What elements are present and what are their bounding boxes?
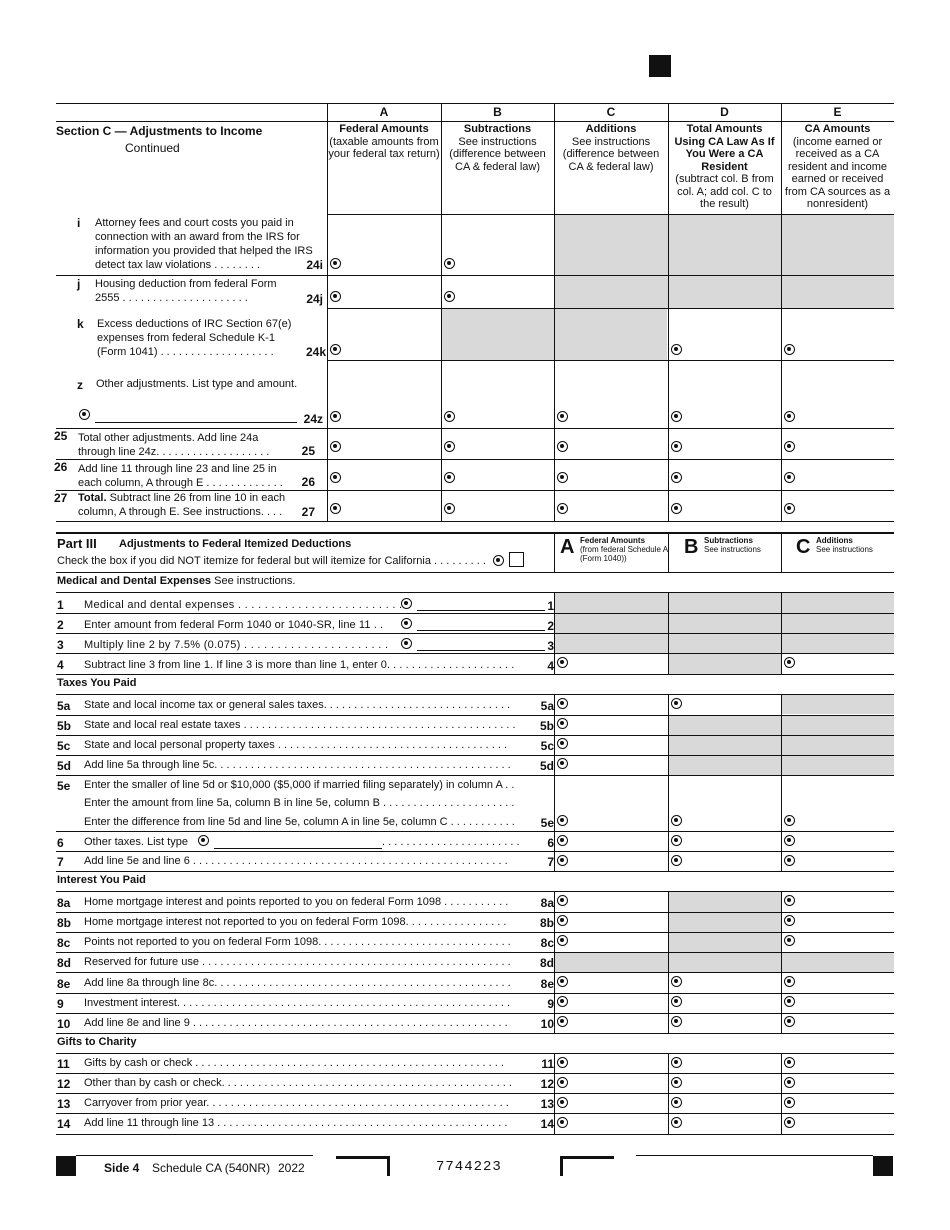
part-3-checkbox-text: Check the box if you did NOT itemize for federal but will itemize for California . . . . . . . . . [57,555,486,567]
col-letter-d: D [720,105,729,119]
line-14-label: 14 [57,1117,71,1131]
line-24i-letter: i [77,216,81,230]
part-3-label: Part III [57,536,97,551]
line-13-text: Carryover from prior year. . . . . . . . . . . . . . . . . . . . . . . . . . . . . . . . . . . . . . . . . . . . . . . . . . [84,1097,509,1109]
footer-side: Side 4 [104,1161,140,1175]
bullet-icon [557,472,568,483]
bullet-icon [557,835,568,846]
line-1-number: 1 [547,599,554,613]
line-26-number: 26 [301,475,315,489]
bullet-icon [557,855,568,866]
bullet-icon [671,411,682,422]
footer-year: 2022 [278,1161,305,1175]
bullet-icon [784,895,795,906]
bullet-icon [444,411,455,422]
bullet-icon [671,855,682,866]
line-2-text: Enter amount from federal Form 1040 or 1040-SR, line 11 . . [84,619,384,631]
part-3-col-a-header: Federal Amounts (from federal Schedule A (Form 1040)) [580,536,668,563]
bullet-icon [493,555,504,566]
line-5d-number: 5d [539,759,554,773]
footer-form-name: Schedule CA (540NR) [152,1161,271,1175]
bullet-icon [784,1057,795,1068]
line-12-number: 12 [540,1077,554,1091]
col-letter-a: A [379,105,389,119]
medical-heading: Medical and Dental Expenses See instructions. [57,575,296,587]
bullet-icon [330,472,341,483]
bullet-icon [671,441,682,452]
section-c-subtitle: Continued [125,141,180,155]
line-1-label: 1 [57,598,64,612]
bullet-icon [557,1016,568,1027]
line-24k-number: 24k [305,345,326,359]
bullet-icon [557,1077,568,1088]
col-c-header: Additions See instructions (difference between CA & federal law) [562,123,660,173]
bullet-icon [557,996,568,1007]
bullet-icon [557,411,568,422]
bullet-icon [557,503,568,514]
bullet-icon [444,441,455,452]
line-25-label: 25 [54,429,68,443]
col-a-header: Federal Amounts (taxable amounts from your federal tax return) [328,123,440,160]
bullet-icon [784,835,795,846]
bullet-icon [557,976,568,987]
bullet-icon [330,411,341,422]
other-taxes-type-entry[interactable] [214,848,382,849]
line-8a-number: 8a [540,896,554,910]
bullet-icon [557,441,568,452]
line-25-text: Total other adjustments. Add line 24a through line 24z. . . . . . . . . . . . . . . . . . . [78,432,270,458]
bullet-icon [671,1117,682,1128]
line-24j-number: 24j [306,292,323,306]
line-8a-label: 8a [57,896,71,910]
line-24z-entry[interactable] [95,422,297,423]
bullet-icon [557,738,568,749]
bullet-icon [557,1097,568,1108]
bullet-icon [671,835,682,846]
line-5e-label: 5e [57,779,71,793]
line-9-label: 9 [57,997,64,1011]
line-5a-label: 5a [57,699,71,713]
line-9-number: 9 [547,997,554,1011]
bullet-icon [79,409,90,420]
line-3-number: 3 [547,639,554,653]
bullet-icon [557,915,568,926]
bullet-icon [401,618,412,629]
taxes-heading: Taxes You Paid [57,677,137,689]
line-5c-label: 5c [57,739,71,753]
registration-mark [873,1156,893,1176]
line-8b-number: 8b [539,916,554,930]
bullet-icon [557,718,568,729]
line-5e-text-1: Enter the smaller of line 5d or $10,000 ($5,000 if married filing separately) in column A . . [84,779,515,791]
interest-heading: Interest You Paid [57,874,146,886]
line-14-number: 14 [540,1117,554,1131]
bullet-icon [401,638,412,649]
bullet-icon [330,503,341,514]
section-c-title: Section C — Adjustments to Income [56,124,263,138]
bullet-icon [330,344,341,355]
line-5b-text: State and local real estate taxes . . . . . . . . . . . . . . . . . . . . . . . . . . . . . . . . . . . . . . . . . . . . . [84,719,516,731]
registration-mark [56,1156,76,1176]
line-6-label: 6 [57,836,64,850]
line-26-label: 26 [54,460,68,474]
line-8e-number: 8e [540,977,554,991]
form-code: 7744223 [436,1159,502,1175]
col-letter-e: E [833,105,842,119]
line-8a-text: Home mortgage interest and points reported to you on federal Form 1098 . . . . . . . . . . . [84,896,509,908]
part-3-col-c-letter: C [796,536,811,558]
line-8c-number: 8c [540,936,554,950]
bullet-icon [401,598,412,609]
bullet-icon [444,472,455,483]
bullet-icon [671,996,682,1007]
line-24j-letter: j [77,277,81,291]
col-d-header: Total Amounts Using CA Law As If You Were a CA Resident (subtract col. B from col. A; add col. C to the result) [674,123,775,210]
line-24i-number: 24i [306,258,323,272]
bullet-icon [671,1016,682,1027]
line-24k-text: Excess deductions of IRC Section 67(e) expenses from federal Schedule K-1 (Form 1041) . . . . . . . . . . . . . . . . . . . [97,318,292,358]
bullet-icon [671,698,682,709]
bullet-icon [557,895,568,906]
part-3-col-b-header: Subtractions See instructions [704,536,761,554]
line-8b-label: 8b [57,916,72,930]
line-2-number: 2 [547,619,554,633]
bullet-icon [784,1016,795,1027]
bullet-icon [557,935,568,946]
line-7-label: 7 [57,855,64,869]
bullet-icon [784,1077,795,1088]
line-26-text: Add line 11 through line 23 and line 25 in each column, A through E . . . . . . . . . . . . . [78,463,283,489]
bullet-icon [671,1057,682,1068]
bullet-icon [671,1097,682,1108]
line-8c-label: 8c [57,936,71,950]
bullet-icon [198,835,209,846]
bullet-icon [330,258,341,269]
line-10-label: 10 [57,1017,71,1031]
bullet-icon [784,441,795,452]
line-4-text: Subtract line 3 from line 1. If line 3 is more than line 1, enter 0. . . . . . . . . . . . . . . . . . . . . [84,659,515,671]
line-27-label: 27 [54,491,68,505]
line-27-number: 27 [301,505,315,519]
no-itemize-checkbox[interactable] [509,552,524,567]
bullet-icon [784,855,795,866]
line-8d-text: Reserved for future use . . . . . . . . . . . . . . . . . . . . . . . . . . . . . . . . . . . . . . . . . . . . . . . . . . . [84,956,511,968]
line-24z-letter: z [77,378,83,392]
bullet-icon [444,503,455,514]
line-9-text: Investment interest. . . . . . . . . . . . . . . . . . . . . . . . . . . . . . . . . . . . . . . . . . . . . . . . . . . . . . . [84,997,511,1009]
line-13-label: 13 [57,1097,71,1111]
line-12-text: Other than by cash or check. . . . . . . . . . . . . . . . . . . . . . . . . . . . . . . . . . . . . . . . . . . . . . . . [84,1077,512,1089]
line-10-number: 10 [540,1017,554,1031]
line-12-label: 12 [57,1077,71,1091]
line-6-dots: . . . . . . . . . . . . . . . . . . . . . . . [382,836,520,848]
line-11-text: Gifts by cash or check . . . . . . . . . . . . . . . . . . . . . . . . . . . . . . . . . . . . . . . . . . . . . . . . . . . [84,1057,504,1069]
line-24z-number: 24z [303,412,323,426]
line-5b-label: 5b [57,719,72,733]
line-3-text: Multiply line 2 by 7.5% (0.075) . . . . . . . . . . . . . . . . . . . . . . [84,639,389,651]
line-24z-text: Other adjustments. List type and amount. [96,378,298,390]
line-24i-text: Attorney fees and court costs you paid in connection with an award from the IRS for information you provided that helped the IRS detect tax law violations . . . . . . . . [95,217,313,271]
bullet-icon [557,657,568,668]
line-5a-number: 5a [540,699,554,713]
line-8e-text: Add line 8a through line 8c. . . . . . . . . . . . . . . . . . . . . . . . . . . . . . . . . . . . . . . . . . . . . . . . . [84,977,511,989]
line-8b-text: Home mortgage interest not reported to you on federal Form 1098. . . . . . . . . . . . . . . . . [84,916,507,928]
col-letter-b: B [493,105,502,119]
line-25-number: 25 [301,444,315,458]
bullet-icon [557,815,568,826]
registration-bracket [560,1156,614,1176]
bullet-icon [444,291,455,302]
line-5c-text: State and local personal property taxes . . . . . . . . . . . . . . . . . . . . . . . . . . . . . . . . . . . . . . [84,739,508,751]
bullet-icon [784,935,795,946]
line-11-number: 11 [541,1057,554,1071]
part-3-title: Adjustments to Federal Itemized Deductions [119,538,352,550]
col-letter-c: C [606,105,616,119]
bullet-icon [557,1117,568,1128]
bullet-icon [784,472,795,483]
registration-bracket [336,1156,390,1176]
line-7-number: 7 [547,855,554,869]
bullet-icon [671,976,682,987]
line-27-text: Total. Subtract line 26 from line 10 in each column, A through E. See instructions. . . . [78,492,286,518]
line-5a-text: State and local income tax or general sales taxes. . . . . . . . . . . . . . . . . . . . . . . . . . . . . . . [84,699,511,711]
line-4-number: 4 [547,659,554,673]
part-3-col-b-letter: B [684,536,699,558]
bullet-icon [784,915,795,926]
line-5d-label: 5d [57,759,72,773]
bullet-icon [330,441,341,452]
bullet-icon [784,815,795,826]
line-8d-label: 8d [57,956,72,970]
line-10-text: Add line 8e and line 9 . . . . . . . . . . . . . . . . . . . . . . . . . . . . . . . . . . . . . . . . . . . . . . . . . . . . [84,1017,508,1029]
line-14-text: Add line 11 through line 13 . . . . . . . . . . . . . . . . . . . . . . . . . . . . . . . . . . . . . . . . . . . . . . . . [84,1117,508,1129]
bullet-icon [671,472,682,483]
bullet-icon [671,344,682,355]
part-3-col-a-letter: A [560,536,575,558]
line-24j-text: Housing deduction from federal Form 2555 . . . . . . . . . . . . . . . . . . . . . [95,278,277,304]
line-13-number: 13 [540,1097,554,1111]
bullet-icon [784,976,795,987]
registration-mark [649,55,671,77]
bullet-icon [784,344,795,355]
bullet-icon [784,996,795,1007]
bullet-icon [557,698,568,709]
line-7-text: Add line 5e and line 6 . . . . . . . . . . . . . . . . . . . . . . . . . . . . . . . . . . . . . . . . . . . . . . . . . . . . [84,855,508,867]
col-b-header: Subtractions See instructions (difference between CA & federal law) [449,123,546,173]
bullet-icon [671,503,682,514]
bullet-icon [784,503,795,514]
line-4-label: 4 [57,658,64,672]
bullet-icon [784,1097,795,1108]
line-6-text: Other taxes. List type [84,836,188,848]
line-8c-text: Points not reported to you on federal Form 1098. . . . . . . . . . . . . . . . . . . . . . . . . . . . . . . . [84,936,511,948]
bullet-icon [784,657,795,668]
line-11-label: 11 [57,1057,70,1071]
bullet-icon [671,815,682,826]
line-3-label: 3 [57,638,64,652]
bullet-icon [784,411,795,422]
line-8d-number: 8d [539,956,554,970]
bullet-icon [784,1117,795,1128]
col-e-header: CA Amounts (income earned or received as a CA resident and income earned or received from CA sources as a nonresident) [784,123,891,210]
bullet-icon [671,1077,682,1088]
bullet-icon [444,258,455,269]
line-5c-number: 5c [540,739,554,753]
line-24k-letter: k [77,317,84,331]
line-8e-label: 8e [57,977,71,991]
line-2-label: 2 [57,618,64,632]
part-3-col-c-header: Additions See instructions [816,536,873,554]
line-5d-text: Add line 5a through line 5c. . . . . . . . . . . . . . . . . . . . . . . . . . . . . . . . . . . . . . . . . . . . . . . . . [84,759,511,771]
bullet-icon [330,291,341,302]
line-5b-number: 5b [539,719,554,733]
line-5e-text-2: Enter the amount from line 5a, column B in line 5e, column B . . . . . . . . . . . . . . . . . . . . . . [84,797,515,809]
line-1-text: Medical and dental expenses . . . . . . . . . . . . . . . . . . . . . . . . . [84,599,403,611]
line-6-number: 6 [547,836,554,850]
gifts-heading: Gifts to Charity [57,1036,137,1048]
line-5e-number: 5e [540,816,554,830]
line-5e-text-3: Enter the difference from line 5d and line 5e, column A in line 5e, column C . . . . . . . . . . . [84,816,515,828]
bullet-icon [557,758,568,769]
bullet-icon [557,1057,568,1068]
